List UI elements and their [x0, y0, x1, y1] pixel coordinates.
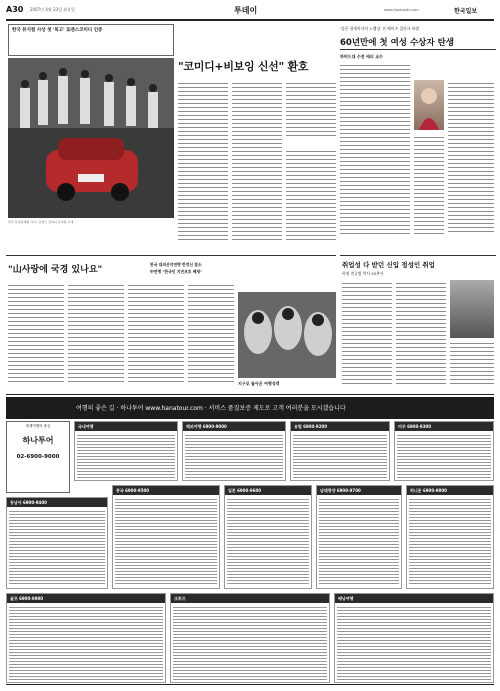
story2-body-col-3 — [128, 282, 184, 382]
classified-ad-title: 국내여행 — [75, 422, 177, 431]
astronaut-caption-title: 지구로 돌아온 여행성객 — [238, 381, 280, 386]
story3-sub: 학점 전공별 박사 25추가 — [342, 271, 384, 276]
classified-ad-title: 남태평양 6900-9700 — [317, 486, 401, 495]
lead-body-col-3 — [286, 80, 336, 138]
classified-ad — [6, 497, 108, 589]
lead-kicker-box — [8, 24, 174, 56]
classified-ad — [182, 421, 286, 481]
classified-ad-title: 미주 6900-9300 — [395, 422, 493, 431]
classified-ad — [290, 421, 390, 481]
story2-subhead-2: 中연맹 "한국인 지연보호 배재" — [150, 269, 203, 274]
lead-photo-caption: 한국 뮤지컬계의 '복고' 로맨스 코미디 뮤지컬 무대 — [8, 220, 74, 224]
stage-scene-image — [8, 58, 174, 218]
side-headline: 60년만에 첫 여성 수상자 탄생 — [340, 38, 454, 48]
portrait-image — [414, 80, 444, 130]
lead-kicker: 한국 뮤지컬 사상 첫 '복고' 로맨스코미디 인증 — [12, 28, 103, 33]
story2-body-col-2 — [68, 282, 124, 382]
classified-ad-title: 크루즈 — [171, 594, 329, 603]
page-number: A30 — [6, 5, 24, 14]
story2-top-rule — [6, 255, 336, 256]
classified-ad-body — [409, 497, 491, 586]
classified-ad-title: 유럽 6900-9200 — [291, 422, 389, 431]
paper-name: 한국일보 — [454, 8, 478, 15]
side-kicker: '물은 경제학자의 노벨상' 론 베이츠 클라크 특별 — [340, 26, 420, 31]
classified-ad — [224, 485, 312, 589]
story2-headline: "山사랑에 국경 있나요" — [8, 265, 103, 275]
classified-ad — [112, 485, 220, 589]
classified-ad-title: 일본 6900-9600 — [225, 486, 311, 495]
side-body-col-2 — [448, 80, 494, 234]
classified-ad-body — [9, 605, 163, 680]
side-body-col-3 — [414, 134, 444, 234]
column-body — [286, 148, 336, 240]
classified-ad-body — [227, 497, 309, 586]
story3-photo — [450, 280, 494, 338]
ad-top-rule — [6, 394, 494, 395]
ad-brand-logo: 하나투어 — [22, 436, 54, 445]
classified-ad-title: 허니문 6900-9800 — [407, 486, 493, 495]
story3-body-col-1 — [342, 280, 392, 384]
side-rule — [340, 49, 496, 50]
story3-top-rule — [340, 255, 496, 256]
lead-intro-text — [12, 35, 170, 55]
ad-brand-block — [6, 421, 70, 493]
page-bottom-rule — [6, 684, 494, 685]
section-title: 투데이 — [234, 6, 258, 15]
side-portrait — [414, 80, 444, 130]
classified-ad-body — [115, 497, 217, 586]
story3-body-col-3 — [450, 340, 494, 384]
side-subhead: 하버드대 수전 애티 교수 — [340, 54, 383, 59]
classified-ad-title: 해외여행 6900-9000 — [183, 422, 285, 431]
classified-ad-title: 동남아 6900-9400 — [7, 498, 107, 507]
classified-ad — [394, 421, 494, 481]
astronaut-image — [238, 292, 336, 378]
story3-headline: 취업성 다 받던 신입 정성인 취업 — [342, 261, 435, 269]
classified-ad-title: 배낭여행 — [335, 594, 493, 603]
site-url: www.hankooki.com — [384, 8, 419, 12]
lead-headline: "코미디+비보잉 신선" 환호 — [178, 60, 309, 73]
ad-brand-top: 세계여행의 중심 — [25, 424, 51, 428]
classified-ad — [406, 485, 494, 589]
lead-body-col-1 — [178, 80, 228, 240]
classified-ad-body — [337, 605, 491, 680]
classified-ad-body — [9, 509, 105, 586]
date-line: 2007년 4월 23일 월요일 — [30, 7, 75, 12]
classified-ad-body — [185, 433, 283, 478]
ad-tagline: 여행의 좋은 길 · 하나투어 www.hanatour.com · 서비스 품질보증 제도로 고객 여러분을 모시겠습니다 — [76, 405, 346, 412]
lead-body-col-2 — [232, 80, 282, 240]
ad-brand-phone: 02-6900-9000 — [16, 454, 60, 460]
classified-ad — [6, 593, 166, 683]
ad-banner — [6, 397, 494, 419]
column-box — [286, 140, 336, 240]
classified-ad — [170, 593, 330, 683]
classified-ad-title: 중국 6900-9500 — [113, 486, 219, 495]
classified-ad-title: 골프 6900-9900 — [7, 594, 165, 603]
classified-ad-body — [319, 497, 399, 586]
story2-body-col-1 — [8, 282, 64, 382]
story3-body-col-2 — [396, 280, 446, 384]
classified-ad-body — [77, 433, 175, 478]
story2-body-col-4 — [188, 282, 234, 382]
story2-subhead-1: 한국 대외산악연맹 반정신 참소 — [150, 262, 202, 267]
header-rule — [6, 19, 494, 21]
classified-ad-body — [293, 433, 387, 478]
astronaut-photo — [238, 292, 336, 378]
page-header — [6, 5, 494, 17]
side-body-col-1 — [340, 62, 410, 234]
classified-ad-body — [173, 605, 327, 680]
classified-ad — [334, 593, 494, 683]
classified-ad — [316, 485, 402, 589]
classified-ad — [74, 421, 178, 481]
classified-ad-body — [397, 433, 491, 478]
lead-photo — [8, 58, 174, 218]
